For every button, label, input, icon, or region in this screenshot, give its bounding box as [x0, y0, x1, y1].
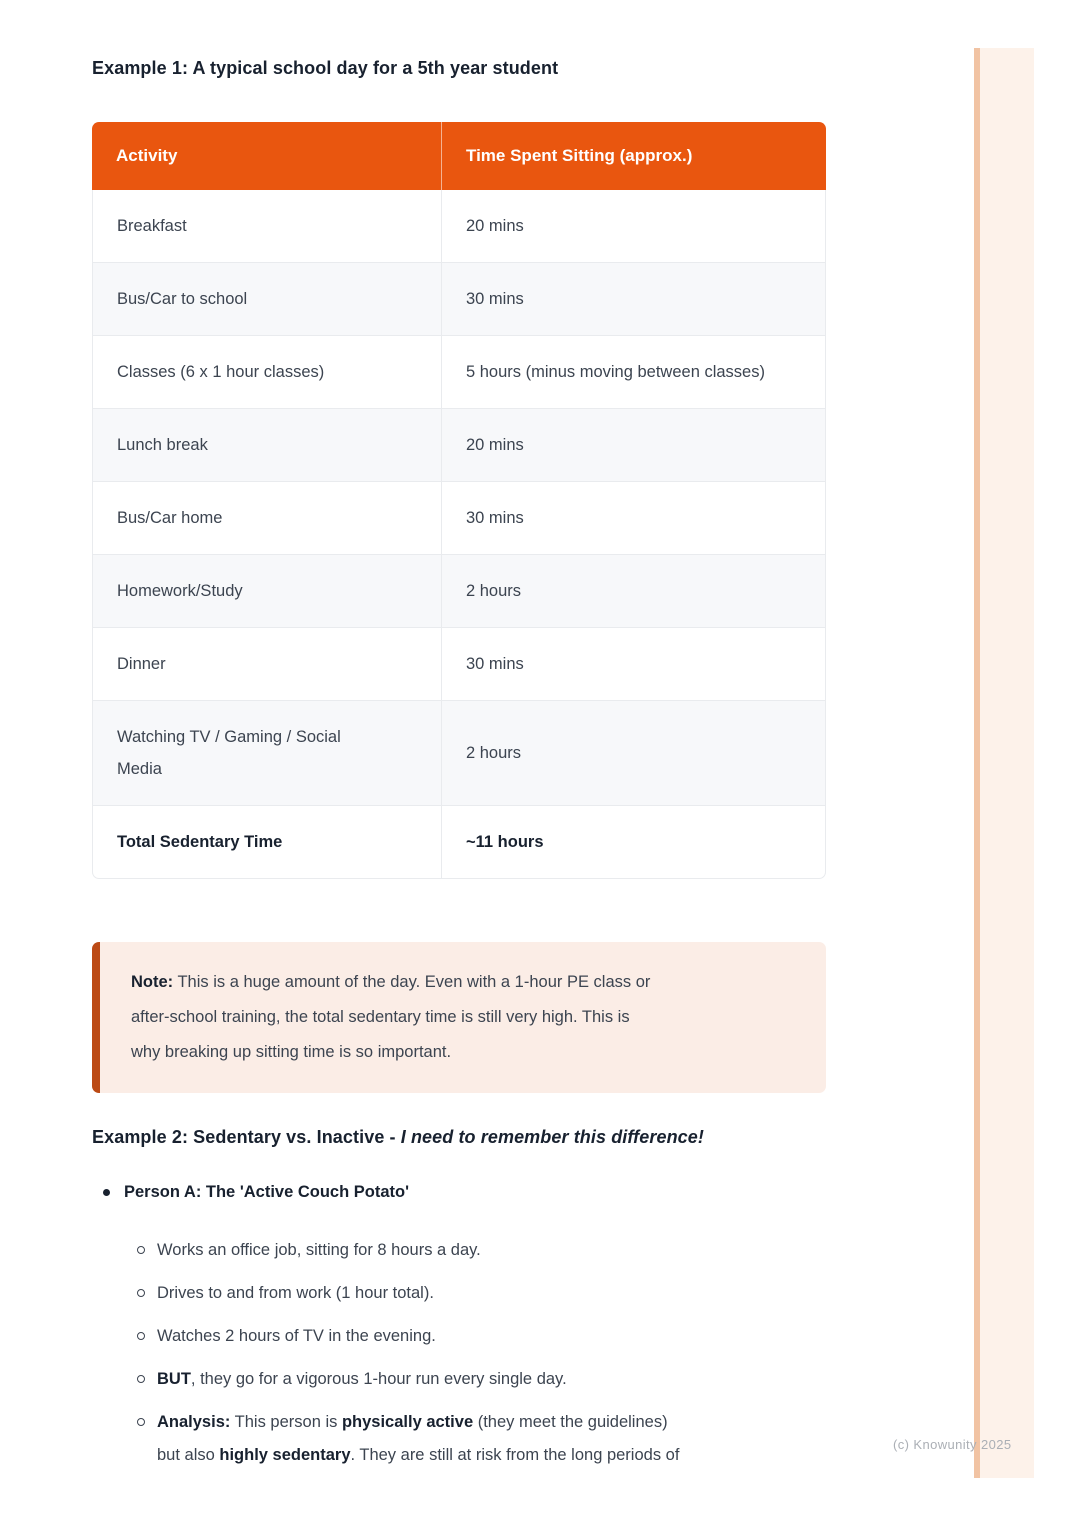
- bullet-circle-icon: [137, 1246, 145, 1254]
- sedentary-time-table: [92, 122, 826, 879]
- table-header-row: [92, 122, 826, 190]
- copyright-watermark: (c) Knowunity 2025: [893, 1437, 1012, 1452]
- total-label-cell: Total Sedentary Time: [92, 806, 442, 879]
- time-cell: 20 mins: [442, 190, 826, 263]
- list-item-text: Watches 2 hours of TV in the evening.: [157, 1327, 436, 1345]
- list-item: [137, 1320, 826, 1353]
- list-item-text: Drives to and from work (1 hour total).: [157, 1284, 434, 1302]
- table-total-row: [92, 806, 826, 879]
- time-cell: 2 hours: [442, 701, 826, 806]
- list-item-text: Works an office job, sitting for 8 hours a day.: [157, 1241, 481, 1259]
- table-row: [92, 190, 826, 263]
- time-cell: 20 mins: [442, 409, 826, 482]
- activity-cell: Homework/Study: [92, 555, 442, 628]
- activity-cell: Watching TV / Gaming / Social Media: [92, 701, 442, 806]
- note-text-line3: why breaking up sitting time is so important.: [131, 1043, 452, 1061]
- person-a-bullet: [92, 1183, 409, 1202]
- activity-cell: Classes (6 x 1 hour classes): [92, 336, 442, 409]
- table-row: [92, 701, 826, 806]
- analysis-seg-c-bold: physically active: [341, 1413, 474, 1431]
- list-item: [137, 1277, 826, 1310]
- activity-cell: Lunch break: [92, 409, 442, 482]
- activity-cell: Dinner: [92, 628, 442, 701]
- analysis-seg-d: (they meet the guidelines): [473, 1413, 668, 1431]
- page-edge-stripe-line: [974, 48, 980, 1478]
- analysis-seg-g: . They are still at risk from the long periods of: [350, 1446, 680, 1464]
- analysis-seg-e: but also: [157, 1446, 220, 1464]
- analysis-seg-f-bold: highly sedentary: [219, 1446, 351, 1464]
- list-item-rest: , they go for a vigorous 1-hour run every single day.: [190, 1370, 567, 1388]
- list-item: [137, 1363, 826, 1396]
- column-header-time: Time Spent Sitting (approx.): [442, 122, 826, 190]
- table-row: [92, 409, 826, 482]
- note-text-line2: after-school training, the total sedentary time is still very high. This is: [131, 1008, 630, 1026]
- bullet-circle-icon: [137, 1375, 145, 1383]
- note-text-line1: This is a huge amount of the day. Even with a 1-hour PE class or: [173, 973, 651, 991]
- bullet-circle-icon: [137, 1289, 145, 1297]
- example2-heading: [92, 1127, 704, 1148]
- time-cell: 2 hours: [442, 555, 826, 628]
- analysis-seg-b: This person is: [230, 1413, 342, 1431]
- time-cell: 30 mins: [442, 482, 826, 555]
- time-cell: 30 mins: [442, 628, 826, 701]
- bullet-circle-icon: [137, 1332, 145, 1340]
- note-callout: [92, 942, 826, 1093]
- bullet-dot-icon: [103, 1189, 110, 1196]
- page-edge-stripe-band: [980, 48, 1034, 1478]
- list-item: [137, 1234, 826, 1267]
- list-item-analysis: [137, 1406, 826, 1472]
- sedentary-time-table-wrapper: [92, 122, 826, 879]
- total-value-cell: ~11 hours: [442, 806, 826, 879]
- activity-cell: Bus/Car home: [92, 482, 442, 555]
- time-cell: 30 mins: [442, 263, 826, 336]
- analysis-text: [157, 1406, 679, 1472]
- person-a-heading: Person A: The 'Active Couch Potato': [124, 1183, 410, 1201]
- table-row: [92, 628, 826, 701]
- activity-cell: Bus/Car to school: [92, 263, 442, 336]
- list-item-text: [157, 1363, 567, 1396]
- table-row: [92, 482, 826, 555]
- list-item-bold: BUT: [157, 1370, 191, 1388]
- bullet-circle-icon: [137, 1418, 145, 1426]
- activity-cell: Breakfast: [92, 190, 442, 263]
- table-row: [92, 555, 826, 628]
- analysis-label: Analysis:: [157, 1413, 231, 1431]
- example2-heading-main: Example 2: Sedentary vs. Inactive -: [92, 1127, 401, 1147]
- table-row: [92, 263, 826, 336]
- example1-heading: Example 1: A typical school day for a 5th year student: [92, 58, 559, 78]
- example2-heading-italic: I need to remember this difference!: [400, 1127, 705, 1147]
- time-cell: 5 hours (minus moving between classes): [442, 336, 826, 409]
- table-row: [92, 336, 826, 409]
- note-label: Note:: [131, 973, 174, 991]
- person-a-sublist: [137, 1234, 826, 1482]
- column-header-activity: Activity: [92, 122, 442, 190]
